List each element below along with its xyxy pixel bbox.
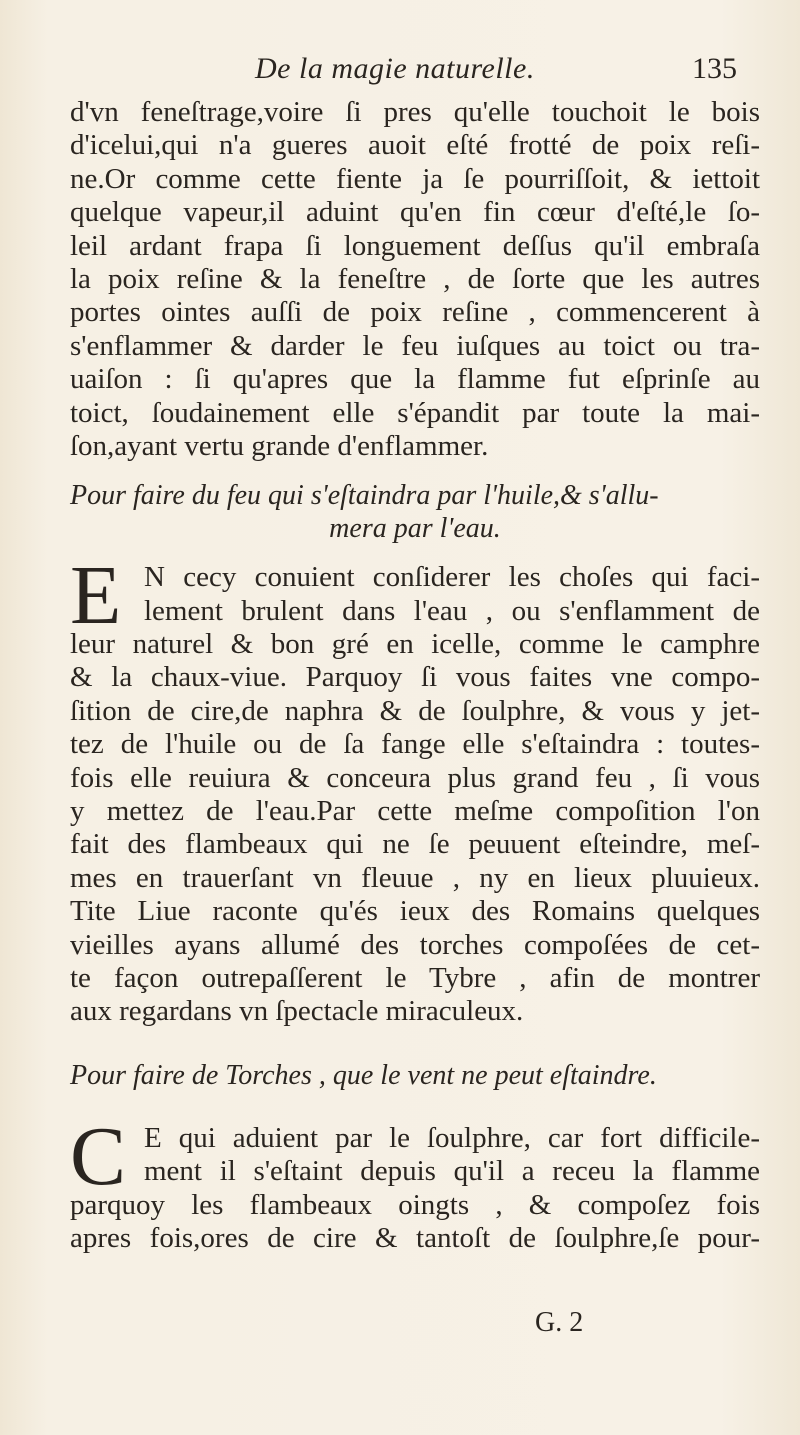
text-line: la poix reſine & la feneſtre , de ſorte que les autres [70, 262, 760, 295]
text-line: te façon outrepaſſerent le Tybre , afin de montrer [70, 961, 760, 994]
page-number: 135 [692, 52, 737, 85]
drop-cap: C [70, 1109, 127, 1203]
paragraph-2 [70, 549, 760, 1028]
text-line: parquoy les flambeaux oingts , & compoſez fois [70, 1188, 760, 1221]
paragraph-3 [70, 1109, 760, 1256]
text-line: mes en trauerſant vn fleuue , ny en lieux pluuieux. [70, 861, 760, 894]
heading-line: Pour faire de Torches , que le vent ne peut eſtaindre. [70, 1059, 657, 1091]
section-heading-2 [70, 1059, 760, 1092]
text-line: leil ardant frapa ſi longuement deſſus qu'il embraſa [70, 229, 760, 262]
text-line: vieilles ayans allumé des torches compoſées de cet- [70, 928, 760, 961]
text-line: toict, ſoudainement elle s'épandit par toute la mai- [70, 396, 760, 429]
text-line: d'icelui,qui n'a gueres auoit eſté frotté de poix reſi- [70, 129, 760, 162]
text-line: & la chaux-viue. Parquoy ſi vous faites vne compo- [70, 661, 760, 694]
body-text [70, 96, 760, 1255]
signature-mark: G. 2 [535, 1307, 584, 1338]
text-line: ne.Or comme cette fiente ja ſe pourriſſoit, & iettoit [70, 162, 760, 195]
text-line: apres fois,ores de cire & tantoſt de ſoulphre,ſe pour- [70, 1221, 760, 1254]
text-line: E qui aduient par le ſoulphre, car fort difficile- [144, 1121, 760, 1154]
text-line: aux regardans vn ſpectacle miraculeux. [70, 995, 524, 1028]
text-line: lement brulent dans l'eau , ou s'enflamment de [144, 594, 760, 627]
text-line: d'vn feneſtrage,voire ſi pres qu'elle touchoit le bois [70, 96, 760, 128]
text-line: quelque vapeur,il aduint qu'en fin cœur d'eſté,le ſo- [70, 196, 760, 229]
text-line: ſition de cire,de naphra & de ſoulphre, & vous y jet- [70, 694, 760, 727]
text-line: portes ointes auſſi de poix reſine , commencerent à [70, 296, 760, 329]
running-title: De la magie naturelle. [255, 52, 535, 85]
page-header [0, 52, 800, 96]
paragraph-1 [70, 96, 760, 463]
heading-line: mera par l'eau. [329, 513, 501, 545]
text-line: Tite Liue raconte qu'és ieux des Romains quelques [70, 895, 760, 928]
text-line: fait des flambeaux qui ne ſe peuuent eſteindre, meſ- [70, 828, 760, 861]
text-line: tez de l'huile ou de ſa fange elle s'eſtaindra : toutes- [70, 728, 760, 761]
text-line: ment il s'eſtaint depuis qu'il a receu la flamme [144, 1155, 760, 1188]
section-heading-1 [70, 479, 760, 545]
text-line: ſon,ayant vertu grande d'enflammer. [70, 429, 489, 462]
text-line: N cecy conuient conſiderer les choſes qui faci- [144, 561, 760, 594]
text-line: fois elle reuiura & conceura plus grand feu , ſi vous [70, 761, 760, 794]
drop-cap: E [70, 549, 122, 643]
text-line: uaiſon : ſi qu'apres que la flamme fut eſprinſe au [70, 363, 760, 396]
text-line: y mettez de l'eau.Par cette meſme compoſition l'on [70, 795, 760, 828]
heading-line: Pour faire du feu qui s'eſtaindra par l'huile,& s'allu- [70, 480, 659, 512]
text-line: s'enflammer & darder le feu iuſques au toict ou tra- [70, 329, 760, 362]
text-line: leur naturel & bon gré en icelle, comme le camphre [70, 628, 760, 661]
